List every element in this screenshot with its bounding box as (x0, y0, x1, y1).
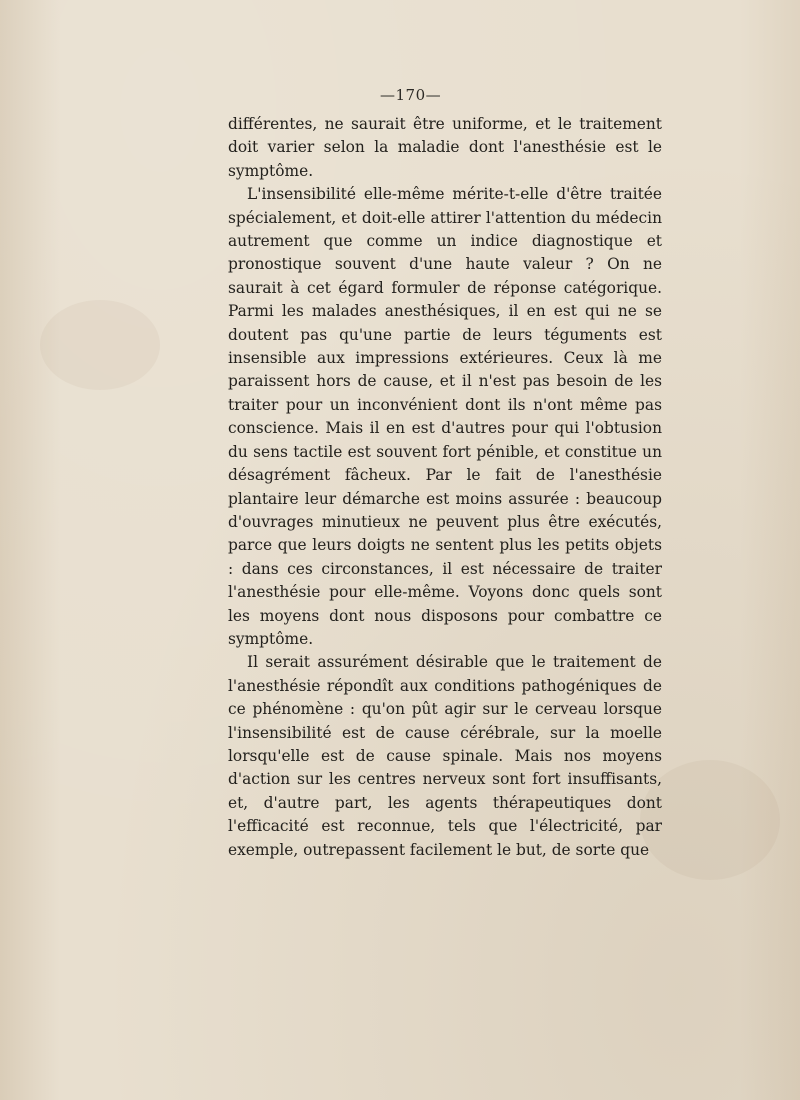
paragraph-1: différentes, ne saurait être uniforme, et le traitement doit varier selon la maladie dont l'anesthésie est le symptôme. (228, 115, 662, 180)
paragraph-2: L'insensibilité elle-même mérite-t-elle d'être traitée spécialement, et doit-elle attirer l'attention du médecin autrement que comme un indice diagnostique et pronostique souvent d'une haute valeur ? On ne saurait à cet égard formuler de réponse catégorique. Parmi les malades anesthésiques, il en est qui ne se doutent pas qu'une partie de leurs téguments est insensible aux impressions extérieures. Ceux là me paraissent hors de cause, et il n'est pas besoin de les traiter pour un inconvénient dont ils n'ont même pas conscience. Mais il en est d'autres pour qui l'obtusion du sens tactile est souvent fort pénible, et constitue un désagrément fâcheux. Par le fait de l'anesthésie plantaire leur démarche est moins assurée : beaucoup d'ouvrages minutieux ne peuvent plus être exécutés, parce que leurs doigts ne sentent plus les petits objets : dans ces circonstances, il est nécessaire de traiter l'anesthésie pour elle-même. Voyons donc quels sont les moyens dont nous disposons pour combattre ce symptôme. (228, 185, 662, 648)
body-text (228, 113, 662, 862)
paper-stain (40, 300, 160, 390)
paragraph-3: Il serait assurément désirable que le traitement de l'anesthésie répondît aux conditions pathogéniques de ce phénomène : qu'on pût agir sur le cerveau lorsque l'insensibilité est de cause cérébrale, sur la moelle lorsqu'elle est de cause spinale. Mais nos moyens d'action sur les centres nerveux sont fort insuffisants, et, d'autre part, les agents thérapeutiques dont l'efficacité est reconnue, tels que l'électricité, par exemple, outrepassent facilement le but, de sorte que (228, 653, 662, 859)
page-number: —170— (380, 86, 442, 104)
